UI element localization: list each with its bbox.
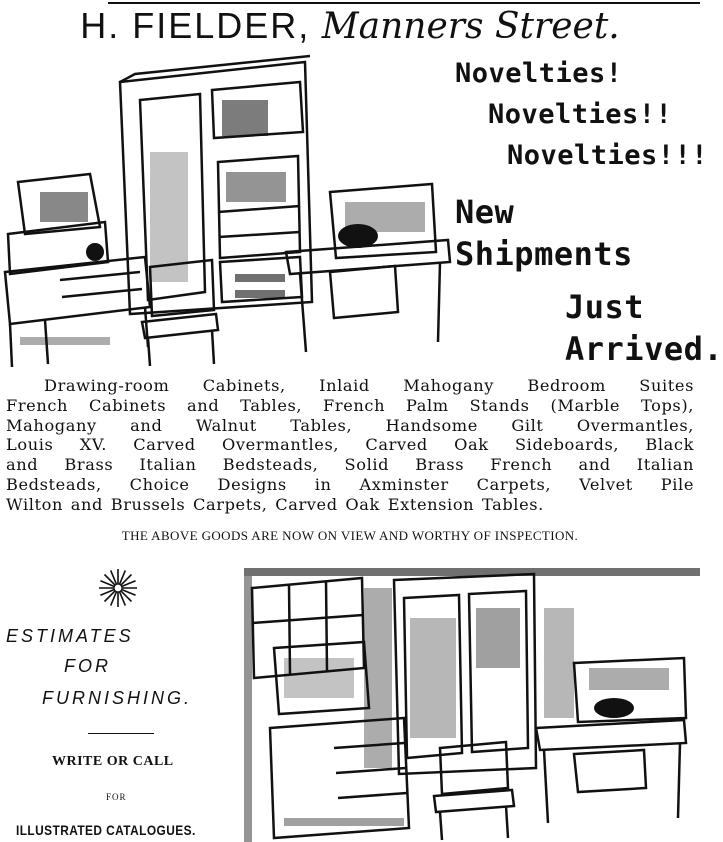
goods-line: Mahogany and Walnut Tables, Handsome Gilt Overmantles, xyxy=(6,415,694,435)
divider xyxy=(88,733,154,734)
for-label: FOR xyxy=(64,656,111,676)
goods-paragraph xyxy=(6,376,694,515)
just-label: Just xyxy=(565,288,645,326)
new-label: New xyxy=(455,193,515,231)
goods-line: French Cabinets and Tables, French Palm Stands (Marble Tops), xyxy=(6,395,694,415)
shop-name: H. FIELDER, xyxy=(80,5,311,46)
arrived-label: Arrived. xyxy=(565,330,723,368)
shipments-label: Shipments xyxy=(455,235,633,273)
furniture-illustration-top xyxy=(0,52,455,370)
furniture-illustration-bottom xyxy=(244,568,700,842)
inspection-note: THE ABOVE GOODS ARE NOW ON VIEW AND WORTHY OF INSPECTION. xyxy=(121,528,579,543)
headline xyxy=(0,4,700,49)
goods-line: Bedsteads, Choice Designs in Axminster Carpets, Velvet Pile xyxy=(6,474,694,494)
write-or-call: WRITE OR CALL xyxy=(52,754,174,769)
goods-line: Drawing-room Cabinets, Inlaid Mahogany Bedroom Suites xyxy=(44,376,694,395)
goods-line: Louis XV. Carved Overmantles, Carved Oak Sideboards, Black xyxy=(6,435,694,455)
novelties-3: Novelties!!! xyxy=(507,140,709,171)
goods-line: and Brass Italian Bedsteads, Solid Brass French and Italian xyxy=(6,455,694,475)
furnishing-label: FURNISHING. xyxy=(42,688,192,708)
estimates-label: ESTIMATES xyxy=(6,626,134,646)
novelties-2: Novelties!! xyxy=(488,99,673,130)
street-name: Manners Street. xyxy=(321,6,620,47)
for-small: FOR xyxy=(106,792,127,802)
illustrated-catalogues: ILLUSTRATED CATALOGUES. xyxy=(16,822,196,838)
novelties-1: Novelties! xyxy=(455,58,623,89)
sunburst-ornament-icon xyxy=(96,566,140,610)
goods-line: Wilton and Brussels Carpets, Carved Oak Extension Tables. xyxy=(6,494,544,514)
